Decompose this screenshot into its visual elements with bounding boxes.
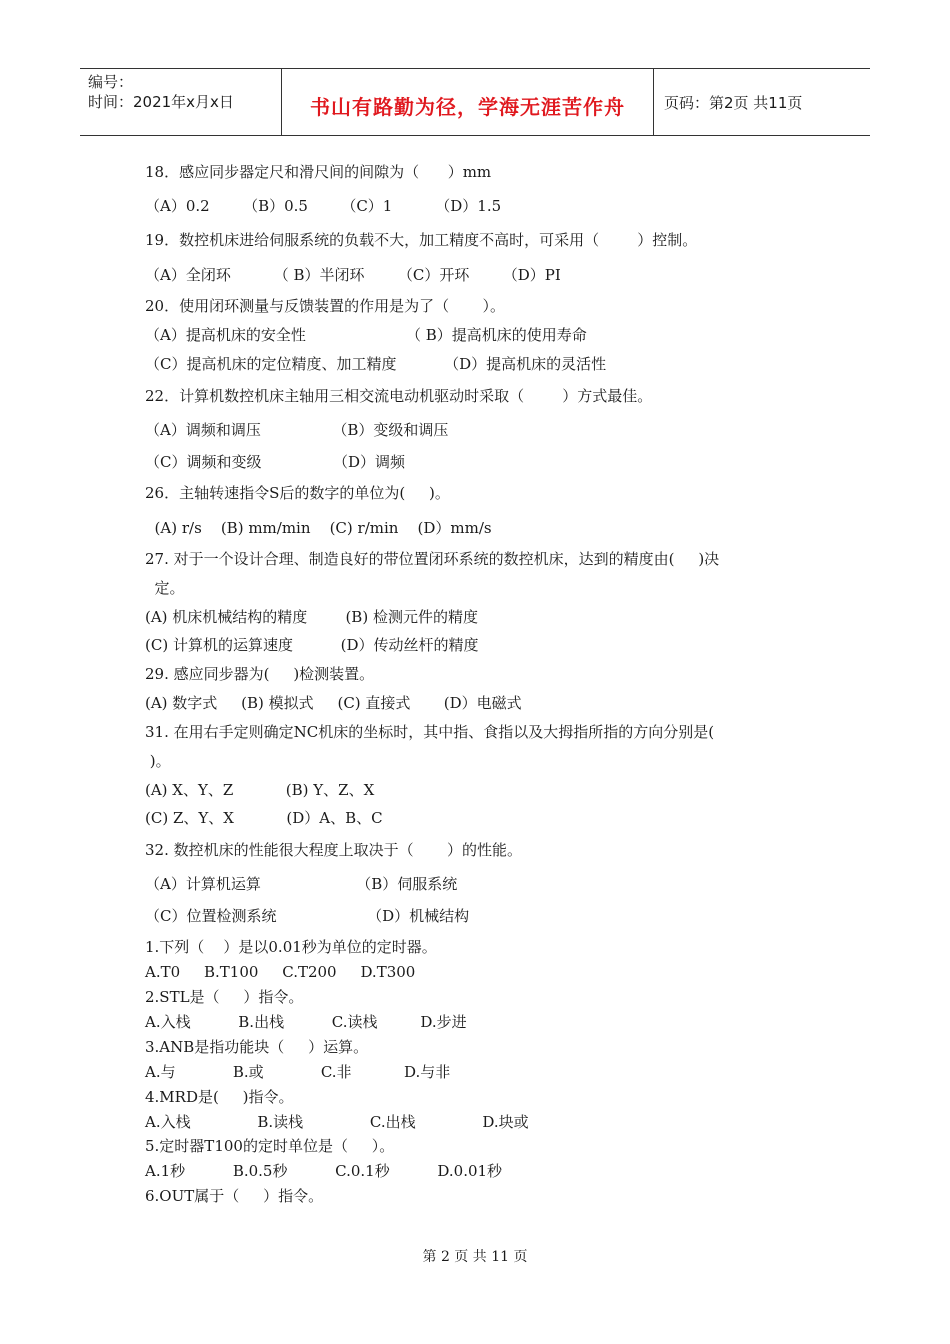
question-26: 26．主轴转速指令S后的数字的单位为( )。: [145, 484, 450, 502]
plc-question-1-options: A.T0 B.T100 C.T200 D.T300: [145, 963, 416, 981]
question-32-options-cd: （C）位置检测系统 （D）机械结构: [145, 907, 470, 925]
question-27-options-cd: (C) 计算机的运算速度 (D）传动丝杆的精度: [145, 636, 479, 654]
question-26-options: (A) r/s (B) mm/min (C) r/min (D）mm/s: [145, 519, 492, 537]
page-header: [80, 68, 870, 136]
plc-question-4: 4.MRD是( )指令。: [145, 1088, 294, 1106]
plc-question-3-options: A.与 B.或 C.非 D.与非: [145, 1063, 451, 1081]
number-label: 编号：: [88, 73, 134, 91]
question-27-options-ab: (A) 机床机械结构的精度 (B) 检测元件的精度: [145, 608, 478, 626]
question-20-options-cd: （C）提高机床的定位精度、加工精度 （D）提高机床的灵活性: [145, 355, 607, 373]
question-27-cont: 定。: [145, 579, 185, 597]
question-19: 19．数控机床进给伺服系统的负载不大，加工精度不高时，可采用（ ）控制。: [145, 231, 698, 249]
question-31: 31. 在用右手定则确定NC机床的坐标时，其中指、食指以及大拇指所指的方向分别是(: [145, 723, 715, 741]
header-meta: [80, 69, 282, 135]
plc-question-4-options: A.入栈 B.读栈 C.出栈 D.块或: [145, 1113, 529, 1131]
question-27: 27. 对于一个设计合理、制造良好的带位置闭环系统的数控机床，达到的精度由( )决: [145, 550, 720, 568]
question-29-options: (A) 数字式 (B) 模拟式 (C) 直接式 (D）电磁式: [145, 694, 522, 712]
question-32: 32. 数控机床的性能很大程度上取决于（ ）的性能。: [145, 841, 523, 859]
question-20: 20．使用闭环测量与反馈装置的作用是为了（ ）。: [145, 297, 505, 315]
plc-question-6: 6.OUT属于（ ）指令。: [145, 1187, 324, 1205]
question-22-options-ab: （A）调频和调压 （B）变级和调压: [145, 421, 449, 439]
question-31-options-ab: (A) X、Y、Z (B) Y、Z、X: [145, 781, 375, 799]
question-20-options-ab: （A）提高机床的安全性 （ B）提高机床的使用寿命: [145, 326, 587, 344]
question-31-options-cd: (C) Z、Y、X (D）A、B、C: [145, 809, 383, 827]
plc-question-2-options: A.入栈 B.出栈 C.读栈 D.步进: [145, 1013, 467, 1031]
question-18: 18．感应同步器定尺和滑尺间的间隙为（ ）mm: [145, 163, 492, 181]
header-page-info: 页码：第2页 共11页: [664, 93, 803, 112]
header-motto: 书山有路勤为径，学海无涯苦作舟: [282, 69, 654, 135]
question-22: 22．计算机数控机床主轴用三相交流电动机驱动时采取（ ）方式最佳。: [145, 387, 653, 405]
time-label: 时间：2021年x月x日: [88, 93, 234, 111]
plc-question-1: 1.下列（ ）是以0.01秒为单位的定时器。: [145, 938, 437, 956]
question-32-options-ab: （A）计算机运算 （B）伺服系统: [145, 875, 458, 893]
question-29: 29. 感应同步器为( )检测装置。: [145, 665, 375, 683]
question-18-options: （A）0.2 （B）0.5 （C）1 （D）1.5: [145, 197, 502, 215]
question-22-options-cd: （C）调频和变级 （D）调频: [145, 453, 406, 471]
question-19-options: （A）全闭环 （ B）半闭环 （C）开环 （D）PI: [145, 266, 561, 284]
page-footer: 第 2 页 共 11 页: [422, 1249, 528, 1265]
question-31-cont: )。: [145, 752, 171, 770]
plc-question-5: 5.定时器T100的定时单位是（ ）。: [145, 1137, 395, 1155]
plc-question-3: 3.ANB是指功能块（ ）运算。: [145, 1038, 369, 1056]
plc-question-5-options: A.1秒 B.0.5秒 C.0.1秒 D.0.01秒: [145, 1162, 503, 1180]
plc-question-2: 2.STL是（ ）指令。: [145, 988, 304, 1006]
